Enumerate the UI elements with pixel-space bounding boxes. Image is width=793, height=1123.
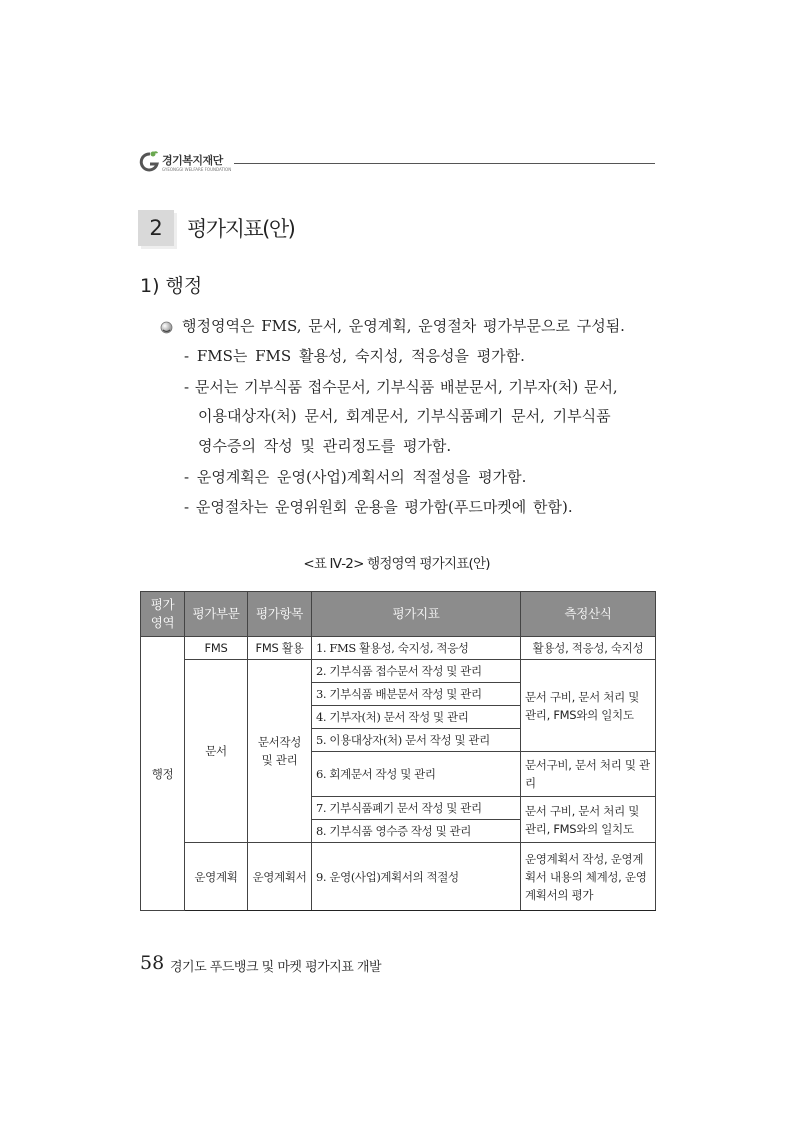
division-cell: FMS <box>185 637 248 660</box>
calculation-cell: 문서구비, 문서 처리 및 관리 <box>521 752 656 797</box>
dash-item-documents-line3: 영수증의 작성 및 관리정도를 평가함. <box>198 437 452 455</box>
dash-item-plan: - 운영계획은 운영(사업)계획서의 적절성을 평가함. <box>184 468 527 486</box>
bullet-icon <box>160 321 173 334</box>
table-row <box>141 637 656 660</box>
item-cell: 운영계획서 <box>248 843 312 911</box>
header-indicator: 평가지표 <box>312 592 521 637</box>
org-subtitle: GYEONGGI WELFARE FOUNDATION <box>162 167 232 172</box>
header-division: 평가부문 <box>185 592 248 637</box>
section-title: 평가지표(안) <box>187 217 295 241</box>
foundation-logo-icon <box>138 150 160 174</box>
dash-item-procedure: - 운영절차는 운영위원회 운용을 평가함(푸드마켓에 한함). <box>184 498 573 516</box>
dash-item-fms: - FMS는 FMS 활용성, 숙지성, 적응성을 평가함. <box>184 347 525 365</box>
indicator-cell: 9. 운영(사업)계획서의 적절성 <box>312 843 521 911</box>
calculation-cell: 활용성, 적응성, 숙지성 <box>521 637 656 660</box>
area-cell: 행정 <box>141 637 185 911</box>
table-caption: <표 Ⅳ-2> 행정영역 평가지표(안) <box>303 556 490 572</box>
calculation-cell: 문서 구비, 문서 처리 및 관리, FMS와의 일치도 <box>521 797 656 843</box>
admin-indicator-table <box>140 591 656 911</box>
item-cell: FMS 활용 <box>248 637 312 660</box>
dash-item-documents-line2: 이용대상자(처) 문서, 회계문서, 기부식품폐기 문서, 기부식품 <box>198 407 611 425</box>
foundation-logo <box>138 150 238 176</box>
header-divider <box>234 163 655 164</box>
indicator-cell: 7. 기부식품폐기 문서 작성 및 관리 <box>312 797 521 820</box>
calculation-cell: 문서 구비, 문서 처리 및 관리, FMS와의 일치도 <box>521 660 656 752</box>
header-area: 평가 영역 <box>141 592 185 637</box>
header-calculation: 측정산식 <box>521 592 656 637</box>
indicator-cell: 1. FMS 활용성, 숙지성, 적응성 <box>312 637 521 660</box>
division-cell: 운영계획 <box>185 843 248 911</box>
org-name: 경기복지재단 <box>162 154 223 167</box>
division-cell: 문서 <box>185 660 248 843</box>
table-header-row <box>141 592 656 637</box>
main-bullet-text: 행정영역은 FMS, 문서, 운영계획, 운영절차 평가부문으로 구성됨. <box>182 317 625 335</box>
table-row <box>141 843 656 911</box>
section-number: 2 <box>149 216 163 240</box>
dash-item-documents-line1: - 문서는 기부식품 접수문서, 기부식품 배분문서, 기부자(처) 문서, <box>184 378 618 396</box>
indicator-cell: 3. 기부식품 배분문서 작성 및 관리 <box>312 683 521 706</box>
table-row <box>141 660 656 683</box>
header-item: 평가항목 <box>248 592 312 637</box>
indicator-cell: 5. 이용대상자(처) 문서 작성 및 관리 <box>312 729 521 752</box>
item-cell: 문서작성 및 관리 <box>248 660 312 843</box>
indicator-cell: 8. 기부식품 영수증 작성 및 관리 <box>312 820 521 843</box>
footer-title: 경기도 푸드뱅크 및 마켓 평가지표 개발 <box>170 960 382 975</box>
page-number: 58 <box>140 952 165 974</box>
indicator-cell: 4. 기부자(처) 문서 작성 및 관리 <box>312 706 521 729</box>
subsection-title: 1) 행정 <box>140 275 203 297</box>
calculation-cell: 운영계획서 작성, 운영계획서 내용의 체계성, 운영계획서의 평가 <box>521 843 656 911</box>
indicator-cell: 2. 기부식품 접수문서 작성 및 관리 <box>312 660 521 683</box>
indicator-cell: 6. 회계문서 작성 및 관리 <box>312 752 521 797</box>
